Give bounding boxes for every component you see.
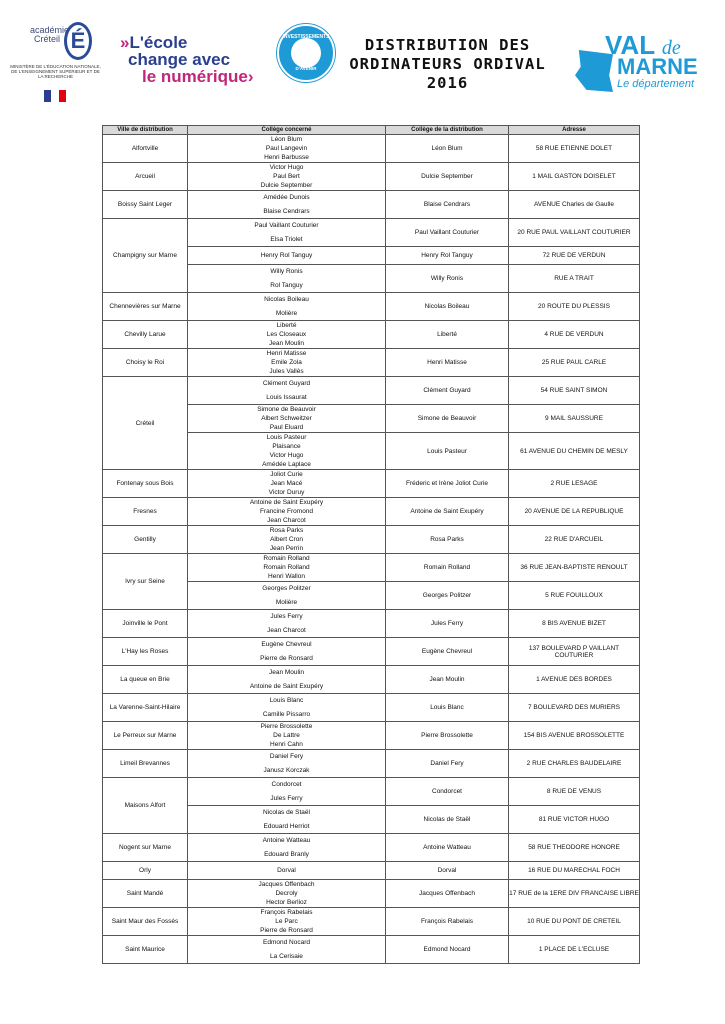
concerned-college: Louis Issaurat	[266, 393, 307, 401]
table-row	[103, 321, 640, 349]
concerned-college: La Cerisaie	[270, 952, 303, 960]
concerned-college: Le Parc	[275, 918, 298, 925]
concerned-cell	[188, 405, 386, 433]
distribution-college-cell: Nicolas de Staël	[386, 806, 509, 834]
table-row	[103, 862, 640, 880]
ministry-name: MINISTÈRE DE L'ÉDUCATION NATIONALE, DE L'ENSEIGNEMENT SUPÉRIEUR ET DE LA RECHERCHE	[10, 64, 101, 79]
header-address: Adresse	[509, 126, 640, 135]
concerned-college: Victor Hugo	[269, 452, 304, 459]
concerned-college: Molière	[275, 309, 298, 317]
concerned-college: Dorval	[277, 867, 296, 874]
concerned-college: Jean Macé	[270, 480, 303, 487]
table-row	[103, 554, 640, 582]
distribution-college-cell: Rosa Parks	[386, 526, 509, 554]
concerned-list	[188, 293, 385, 320]
concerned-college: Paul Eluard	[269, 424, 304, 431]
title-line-3: 2016	[426, 74, 469, 92]
concerned-college: Edouard Herriot	[263, 822, 310, 830]
address-cell: 58 RUE THEODORE HONORE	[509, 834, 640, 862]
table-row	[103, 349, 640, 377]
table-header-row	[103, 126, 640, 135]
academy-letter-mark: É	[64, 22, 92, 60]
concerned-college: Liberté	[276, 322, 297, 329]
city-cell: Saint Mandé	[103, 880, 188, 908]
city-cell: Fresnes	[103, 498, 188, 526]
address-cell: 20 RUE PAUL VAILLANT COUTURIER	[509, 219, 640, 247]
concerned-cell	[188, 526, 386, 554]
concerned-list	[188, 862, 385, 879]
distribution-college-cell: Antoine de Saint Exupéry	[386, 498, 509, 526]
concerned-college: Jean Moulin	[268, 669, 305, 677]
table-row	[103, 526, 640, 554]
table-row	[103, 694, 640, 722]
address-cell: 20 AVENUE DE LA REPUBLIQUE	[509, 498, 640, 526]
concerned-college: Edouard Branly	[264, 850, 309, 858]
address-cell: 58 RUE ETIENNE DOLET	[509, 135, 640, 163]
concerned-cell	[188, 163, 386, 191]
concerned-cell	[188, 806, 386, 834]
address-cell: RUE A TRAIT	[509, 265, 640, 293]
concerned-college: Molière	[275, 598, 298, 606]
concerned-college: Romain Rolland	[263, 555, 310, 562]
table-row	[103, 610, 640, 638]
table-row	[103, 638, 640, 666]
concerned-college: Camille Pissarro	[262, 710, 311, 718]
concerned-college: Daniel Fery	[269, 753, 304, 761]
concerned-list	[188, 191, 385, 218]
city-cell: Champigny sur Marne	[103, 219, 188, 293]
concerned-college: Pierre de Ronsard	[260, 927, 313, 934]
concerned-college: Condorcet	[271, 781, 302, 789]
concerned-college: Jean Charcot	[267, 626, 306, 634]
address-cell: 17 RUE de la 1ERE DIV FRANCAISE LIBRE	[509, 880, 640, 908]
table-row	[103, 135, 640, 163]
distribution-college-cell: Edmond Nocard	[386, 936, 509, 964]
header-college-distribution: Collège de la distribution	[386, 126, 509, 135]
concerned-college: Eugène Chevreul	[261, 641, 312, 649]
concerned-list	[188, 666, 385, 693]
city-cell: Maisons Alfort	[103, 778, 188, 834]
concerned-college: Henri Cahn	[270, 741, 303, 748]
investment-seal-top: INVESTISSEMENTS	[282, 34, 330, 40]
campaign-logo	[120, 34, 253, 85]
city-cell: Saint Maur des Fossés	[103, 908, 188, 936]
concerned-college: Antoine de Saint Exupéry	[249, 499, 324, 506]
concerned-cell	[188, 722, 386, 750]
table-row	[103, 293, 640, 321]
address-cell: 9 MAIL SAUSSURE	[509, 405, 640, 433]
concerned-college: Plaisance	[272, 443, 301, 450]
concerned-college: Nicolas de Staël	[263, 809, 310, 817]
concerned-cell	[188, 880, 386, 908]
concerned-cell	[188, 433, 386, 470]
address-cell: 36 RUE JEAN-BAPTISTE RENOULT	[509, 554, 640, 582]
concerned-college: Elsa Triolet	[270, 235, 303, 243]
vdm-department: Le département	[617, 78, 695, 90]
concerned-college: Emile Zola	[271, 359, 302, 366]
concerned-college: Paul Bert	[273, 173, 300, 180]
concerned-college: Clément Guyard	[262, 380, 311, 388]
distribution-college-cell: Daniel Fery	[386, 750, 509, 778]
distribution-college-cell: Antoine Watteau	[386, 834, 509, 862]
distribution-college-cell: François Rabelais	[386, 908, 509, 936]
table-row	[103, 163, 640, 191]
concerned-college: De Lattre	[273, 732, 300, 739]
address-cell: AVENUE Charles de Gaulle	[509, 191, 640, 219]
concerned-cell	[188, 638, 386, 666]
distribution-college-cell: Willy Ronis	[386, 265, 509, 293]
distribution-college-cell: Louis Pasteur	[386, 433, 509, 470]
city-cell: La queue en Brie	[103, 666, 188, 694]
concerned-list	[188, 806, 385, 833]
city-cell: Alfortville	[103, 135, 188, 163]
distribution-college-cell: Georges Politzer	[386, 582, 509, 610]
concerned-college: Blaise Cendrars	[263, 207, 310, 215]
title-line-1: DISTRIBUTION DES	[364, 36, 531, 54]
concerned-list	[188, 377, 385, 404]
academy-word: académie Créteil	[30, 25, 70, 44]
concerned-list	[188, 722, 385, 749]
concerned-list	[188, 526, 385, 553]
city-cell: L'Hay les Roses	[103, 638, 188, 666]
concerned-cell	[188, 191, 386, 219]
concerned-college: Pierre Brossolette	[260, 723, 313, 730]
concerned-list	[188, 554, 385, 581]
concerned-college: Henri Wallon	[268, 573, 305, 580]
page-header	[0, 0, 725, 115]
distribution-college-cell: Jules Ferry	[386, 610, 509, 638]
address-cell: 22 RUE D'ARCUEIL	[509, 526, 640, 554]
city-cell: Le Perreux sur Marne	[103, 722, 188, 750]
distribution-college-cell: Jean Moulin	[386, 666, 509, 694]
distribution-college-cell: Blaise Cendrars	[386, 191, 509, 219]
address-cell: 10 RUE DU PONT DE CRETEIL	[509, 908, 640, 936]
header-college-concerned: Collège concerné	[188, 126, 386, 135]
concerned-list	[188, 349, 385, 376]
table-row	[103, 750, 640, 778]
concerned-college: Antoine de Saint Exupéry	[249, 682, 324, 690]
concerned-list	[188, 498, 385, 525]
concerned-list	[188, 778, 385, 805]
concerned-cell	[188, 582, 386, 610]
concerned-college: Jean Charcot	[267, 517, 306, 524]
concerned-college: Janusz Korczak	[263, 766, 310, 774]
french-flag-icon	[44, 90, 66, 102]
concerned-list	[188, 638, 385, 665]
concerned-college: Paul Vaillant Couturier	[254, 222, 319, 230]
city-cell: Ivry sur Seine	[103, 554, 188, 610]
concerned-college: Nicolas Boileau	[264, 296, 309, 304]
address-cell: 61 AVENUE DU CHEMIN DE MESLY	[509, 433, 640, 470]
concerned-list	[188, 321, 385, 348]
concerned-college: Pierre de Ronsard	[260, 654, 313, 662]
concerned-college: Rol Tanguy	[270, 281, 303, 289]
concerned-cell	[188, 834, 386, 862]
distribution-college-cell: Henry Rol Tanguy	[386, 247, 509, 265]
table-row	[103, 191, 640, 219]
concerned-cell	[188, 498, 386, 526]
title-line-2: ORDINATEURS ORDIVAL	[349, 55, 546, 73]
address-cell: 1 MAIL GASTON DOISELET	[509, 163, 640, 191]
city-cell: Chennevières sur Marne	[103, 293, 188, 321]
investment-seal-icon	[277, 24, 335, 82]
distribution-college-cell: Louis Blanc	[386, 694, 509, 722]
distribution-college-cell: Paul Vaillant Couturier	[386, 219, 509, 247]
distribution-table	[102, 125, 640, 964]
distribution-college-cell: Clément Guyard	[386, 377, 509, 405]
city-cell: Boissy Saint Leger	[103, 191, 188, 219]
concerned-cell	[188, 750, 386, 778]
city-cell: Choisy le Roi	[103, 349, 188, 377]
concerned-college: Simone de Beauvoir	[257, 406, 316, 413]
concerned-cell	[188, 293, 386, 321]
address-cell: 1 PLACE DE L'ECLUSE	[509, 936, 640, 964]
concerned-cell	[188, 321, 386, 349]
concerned-list	[188, 163, 385, 190]
concerned-college: Amédée Laplace	[262, 461, 311, 468]
table-row	[103, 498, 640, 526]
vdm-de: de	[661, 37, 681, 59]
concerned-college: Antoine Watteau	[262, 837, 311, 845]
concerned-college: Albert Cron	[270, 536, 303, 543]
address-cell: 7 BOULEVARD DES MURIERS	[509, 694, 640, 722]
vdm-marne: MARNE	[617, 54, 698, 79]
campaign-line-1: L'école	[129, 33, 188, 52]
concerned-college: Léon Blum	[270, 136, 303, 143]
table-row	[103, 936, 640, 964]
concerned-college: François Rabelais	[260, 909, 313, 916]
address-cell: 1 AVENUE DES BORDES	[509, 666, 640, 694]
flag-stripe-white	[51, 90, 58, 102]
table-row	[103, 834, 640, 862]
concerned-college: Henry Rol Tanguy	[260, 252, 313, 259]
concerned-cell	[188, 862, 386, 880]
concerned-cell	[188, 349, 386, 377]
campaign-line-2: change avec	[128, 50, 231, 69]
address-cell: 4 RUE DE VERDUN	[509, 321, 640, 349]
table-body	[103, 135, 640, 964]
concerned-college: Willy Ronis	[270, 268, 303, 276]
concerned-college: Henri Barbusse	[264, 154, 309, 161]
concerned-cell	[188, 694, 386, 722]
concerned-list	[188, 750, 385, 777]
concerned-college: Romain Rolland	[263, 564, 310, 571]
concerned-college: Louis Pasteur	[266, 434, 307, 441]
distribution-college-cell: Simone de Beauvoir	[386, 405, 509, 433]
concerned-cell	[188, 554, 386, 582]
concerned-college: Edmond Nocard	[263, 939, 310, 947]
concerned-college: Paul Langevin	[265, 145, 308, 152]
concerned-cell	[188, 377, 386, 405]
investment-seal-bottom: D'AVENIR	[295, 66, 317, 71]
concerned-college: Albert Schweitzer	[261, 415, 312, 422]
campaign-line-3: le numérique	[142, 67, 248, 86]
concerned-college: Jules Ferry	[270, 794, 303, 802]
address-cell: 2 RUE CHARLES BAUDELAIRE	[509, 750, 640, 778]
concerned-cell	[188, 778, 386, 806]
concerned-list	[188, 433, 385, 469]
city-cell: Nogent sur Marne	[103, 834, 188, 862]
city-cell: Limeil Brevannes	[103, 750, 188, 778]
address-cell: 8 BIS AVENUE BIZET	[509, 610, 640, 638]
concerned-cell	[188, 470, 386, 498]
address-cell: 72 RUE DE VERDUN	[509, 247, 640, 265]
chevron-right-icon: ›	[247, 67, 254, 86]
concerned-college: Victor Hugo	[269, 164, 304, 171]
address-cell: 20 ROUTE DU PLESSIS	[509, 293, 640, 321]
concerned-list	[188, 265, 385, 292]
chevrons-icon: »	[120, 33, 130, 52]
city-cell: La Varenne-Saint-Hilaire	[103, 694, 188, 722]
distribution-college-cell: Dulcie September	[386, 163, 509, 191]
concerned-list	[188, 880, 385, 907]
distribution-college-cell: Dorval	[386, 862, 509, 880]
vdm-val: VAL	[605, 30, 655, 60]
concerned-college: Jules Vallès	[269, 368, 304, 375]
concerned-cell	[188, 936, 386, 964]
address-cell: 25 RUE PAUL CARLE	[509, 349, 640, 377]
address-cell: 5 RUE FOUILLOUX	[509, 582, 640, 610]
val-de-marne-logo	[575, 32, 715, 94]
distribution-college-cell: Fréderic et Irène Joliot Curie	[386, 470, 509, 498]
city-cell: Chevilly Larue	[103, 321, 188, 349]
concerned-list	[188, 582, 385, 609]
concerned-college: Louis Blanc	[269, 697, 304, 705]
city-cell: Fontenay sous Bois	[103, 470, 188, 498]
concerned-list	[188, 247, 385, 264]
city-cell: Joinville le Pont	[103, 610, 188, 638]
concerned-college: Amédée Dunois	[263, 194, 310, 202]
table-row	[103, 377, 640, 405]
concerned-college: Les Closeaux	[266, 331, 307, 338]
distribution-college-cell: Eugène Chevreul	[386, 638, 509, 666]
concerned-list	[188, 610, 385, 637]
concerned-cell	[188, 135, 386, 163]
flag-stripe-red	[59, 90, 66, 102]
distribution-college-cell: Liberté	[386, 321, 509, 349]
concerned-college: Hector Berlioz	[266, 899, 307, 906]
table-row	[103, 908, 640, 936]
concerned-college: Jean Perrin	[269, 545, 304, 552]
concerned-cell	[188, 265, 386, 293]
page-title	[340, 36, 555, 93]
header-city: Ville de distribution	[103, 126, 188, 135]
distribution-college-cell: Romain Rolland	[386, 554, 509, 582]
address-cell: 154 BIS AVENUE BROSSOLETTE	[509, 722, 640, 750]
city-cell: Orly	[103, 862, 188, 880]
concerned-cell	[188, 219, 386, 247]
concerned-cell	[188, 610, 386, 638]
distribution-college-cell: Léon Blum	[386, 135, 509, 163]
table-row	[103, 666, 640, 694]
table-row	[103, 778, 640, 806]
concerned-college: Jacques Offenbach	[258, 881, 315, 888]
city-cell: Arcueil	[103, 163, 188, 191]
concerned-college: Dulcie September	[260, 182, 313, 189]
distribution-college-cell: Henri Matisse	[386, 349, 509, 377]
city-cell: Saint Maurice	[103, 936, 188, 964]
distribution-college-cell: Nicolas Boileau	[386, 293, 509, 321]
city-cell: Gentilly	[103, 526, 188, 554]
concerned-cell	[188, 908, 386, 936]
table-row	[103, 470, 640, 498]
table-row	[103, 722, 640, 750]
address-cell: 137 BOULEVARD P VAILLANT COUTURIER	[509, 638, 640, 666]
address-cell: 54 RUE SAINT SIMON	[509, 377, 640, 405]
concerned-college: Victor Duruy	[268, 489, 305, 496]
concerned-college: Jean Moulin	[268, 340, 305, 347]
concerned-cell	[188, 666, 386, 694]
concerned-list	[188, 135, 385, 162]
concerned-college: Rosa Parks	[269, 527, 304, 534]
address-cell: 16 RUE DU MARECHAL FOCH	[509, 862, 640, 880]
concerned-college: Decroly	[275, 890, 298, 897]
concerned-college: Joliot Curie	[270, 471, 303, 478]
table-row	[103, 880, 640, 908]
concerned-list	[188, 405, 385, 432]
concerned-list	[188, 470, 385, 497]
concerned-list	[188, 908, 385, 935]
distribution-college-cell: Jacques Offenbach	[386, 880, 509, 908]
concerned-list	[188, 936, 385, 963]
address-cell: 81 RUE VICTOR HUGO	[509, 806, 640, 834]
concerned-college: Francine Fromond	[259, 508, 314, 515]
flag-stripe-blue	[44, 90, 51, 102]
concerned-cell	[188, 247, 386, 265]
concerned-college: Jules Ferry	[270, 613, 303, 621]
concerned-college: Georges Politzer	[262, 585, 311, 593]
address-cell: 8 RUE DE VENUS	[509, 778, 640, 806]
distribution-college-cell: Condorcet	[386, 778, 509, 806]
table-row	[103, 219, 640, 247]
concerned-list	[188, 219, 385, 246]
distribution-college-cell: Pierre Brossolette	[386, 722, 509, 750]
address-cell: 2 RUE LESAGE	[509, 470, 640, 498]
concerned-college: Henri Matisse	[266, 350, 307, 357]
concerned-list	[188, 694, 385, 721]
concerned-list	[188, 834, 385, 861]
city-cell: Créteil	[103, 377, 188, 470]
